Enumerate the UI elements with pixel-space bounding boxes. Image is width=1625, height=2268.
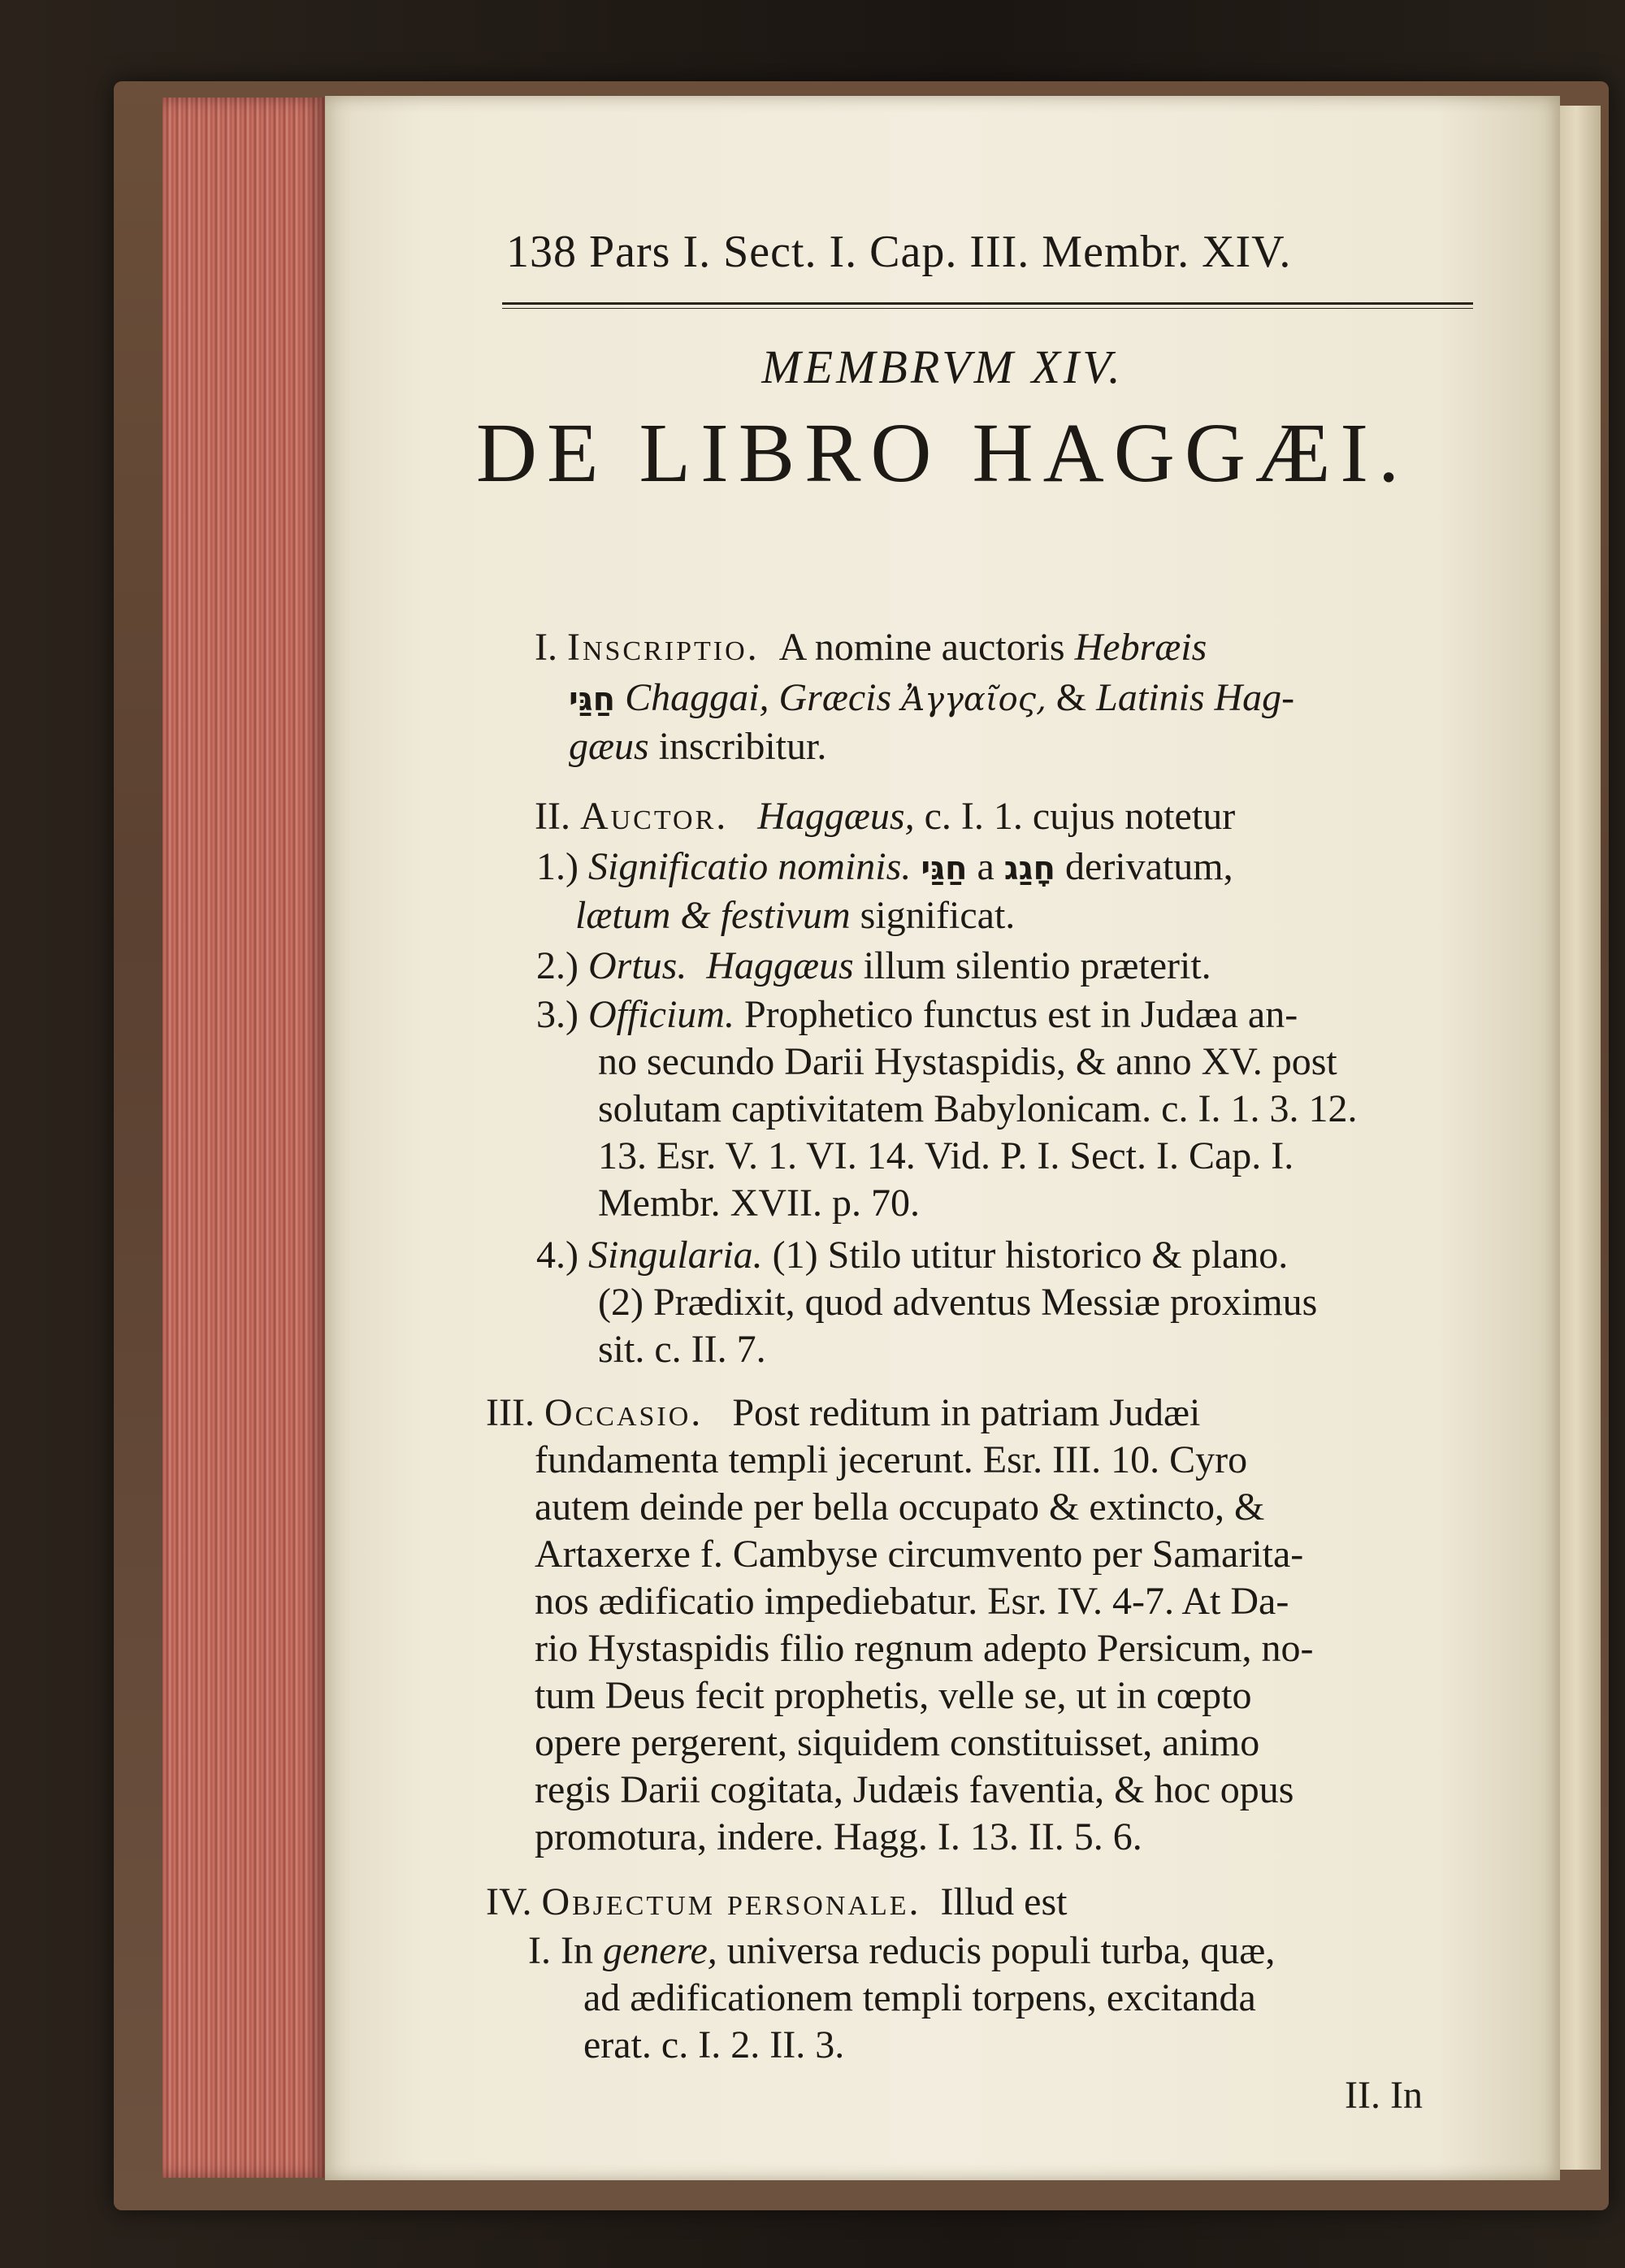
chapter-title: DE LIBRO HAGGÆI.: [475, 406, 1410, 500]
section-3-line-9: regis Darii cogitata, Judæis faventia, & hoc opus: [535, 1768, 1294, 1811]
section-4-point-1-line-2: ad ædificationem templi torpens, excitanda: [583, 1976, 1256, 2019]
section-2-point-3-line-4: 13. Esr. V. 1. VI. 14. Vid. P. I. Sect. I. Cap. I.: [598, 1134, 1294, 1177]
section-2-point-4-line-3: sit. c. II. 7.: [598, 1328, 766, 1371]
section-1-line-1: I. Inscriptio. A nomine auctoris Hebræis: [535, 626, 1207, 669]
section-4-point-1: I. In genere, universa reducis populi turba, quæ,: [528, 1929, 1276, 1972]
section-2-point-4-line-2: (2) Prædixit, quod adventus Messiæ proximus: [598, 1281, 1318, 1324]
page-number: 138: [506, 227, 577, 277]
header-rule-thin: [502, 308, 1473, 309]
section-2-point-3: 3.) Officium. Prophetico functus est in Judæa an-: [536, 993, 1298, 1036]
section-3-line-2: fundamenta templi jecerunt. Esr. III. 10. Cyro: [535, 1438, 1248, 1481]
section-3-line-10: promotura, indere. Hagg. I. 13. II. 5. 6.: [535, 1815, 1142, 1858]
section-3-line-6: rio Hystaspidis filio regnum adepto Persicum, no-: [535, 1627, 1314, 1670]
section-3-line-7: tum Deus fecit prophetis, velle se, ut in cœpto: [535, 1674, 1252, 1717]
section-2-point-1: 1.) Significatio nominis. חַגַּי a חָגַג derivatum,: [536, 845, 1233, 888]
greek-haggaios: Ἀγγαῖος,: [901, 681, 1046, 718]
membrum-heading: MEMBRVM XIV.: [761, 340, 1124, 393]
section-2-line-1: II. Auctor. Haggæus, c. I. 1. cujus notetur: [535, 795, 1236, 838]
running-header: [506, 226, 1291, 278]
section-3-line-4: Artaxerxe f. Cambyse circumvento per Samarita-: [535, 1533, 1304, 1576]
running-head-text: Pars I. Sect. I. Cap. III. Membr. XIV.: [589, 227, 1292, 277]
red-page-edges: [162, 98, 325, 2178]
section-3-line-8: opere pergerent, siquidem constituisset, animo: [535, 1721, 1260, 1764]
section-2-label: Auctor.: [579, 795, 729, 838]
section-2-point-4: 4.) Singularia. (1) Stilo utitur historico & plano.: [536, 1234, 1289, 1277]
section-3-line-1: III. Occasio. Post reditum in patriam Judæi: [486, 1391, 1201, 1434]
book-page: [325, 96, 1560, 2180]
section-2-point-3-line-2: no secundo Darii Hystaspidis, & anno XV. post: [598, 1040, 1337, 1083]
hebrew-chaggai: חַגַּי: [569, 681, 616, 718]
section-3-line-5: nos ædificatio impediebatur. Esr. IV. 4-7. At Da-: [535, 1580, 1289, 1623]
section-4-label: Objectum personale.: [541, 1880, 921, 1923]
section-2-point-3-line-3: solutam captivitatem Babylonicam. c. I. 1. 3. 12.: [598, 1087, 1358, 1130]
section-3-label: Occasio.: [544, 1391, 704, 1434]
section-1-label: Inscriptio.: [566, 626, 760, 669]
section-2-point-1-line-2: lætum & festivum significat.: [575, 894, 1016, 937]
section-4-point-1-line-3: erat. c. I. 2. II. 3.: [583, 2023, 845, 2066]
header-rule: [502, 302, 1473, 305]
section-4-line-1: IV. Objectum personale. Illud est: [486, 1880, 1068, 1923]
catchword: II. In: [1345, 2074, 1423, 2117]
section-1-line-2: חַגַּי Chaggai, Græcis Ἀγγαῖος, & Latinis Hag-: [569, 676, 1295, 719]
section-1-line-3: gæus inscribitur.: [569, 725, 827, 768]
section-2-point-2: 2.) Ortus. Haggæus illum silentio præterit.: [536, 944, 1211, 987]
section-2-point-3-line-5: Membr. XVII. p. 70.: [598, 1182, 920, 1225]
section-3-line-3: autem deinde per bella occupato & extincto, &: [535, 1485, 1265, 1529]
